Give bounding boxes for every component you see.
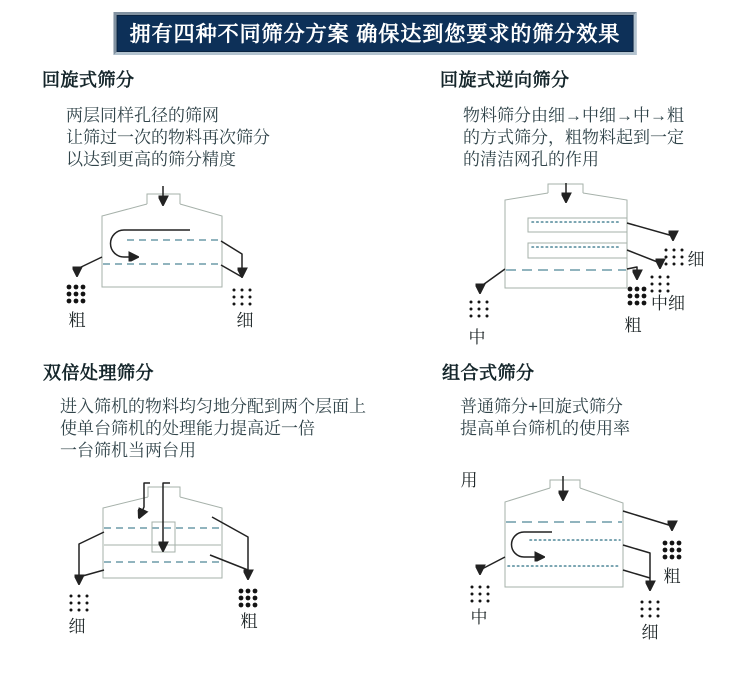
section-description: [463, 105, 740, 171]
section-double-capacity: [43, 359, 438, 462]
label-mid: 中: [470, 608, 488, 627]
dots-coarse-material: [67, 285, 86, 304]
feed-arrow-lower-deck: [163, 483, 170, 551]
section-description: [60, 396, 438, 462]
description-line: 进入筛机的物料均匀地分配到两个层面上: [60, 397, 366, 416]
dots-mid-material: [471, 586, 490, 603]
dots-coarse-material: [239, 589, 258, 608]
diagram-rotary-reverse-sieving: [420, 183, 720, 349]
stray-character: 用: [460, 471, 478, 490]
diagram-combined-sieving: [420, 460, 730, 646]
label-mid: 中: [468, 328, 486, 347]
dots-mid-fine-material: [651, 276, 670, 293]
section-heading: 回旋式筛分: [42, 70, 135, 90]
label-fine: 细: [236, 311, 254, 330]
channel-middle: [528, 243, 627, 258]
dots-fine-material: [233, 289, 252, 306]
description-line: 提高单台筛机的使用率: [460, 419, 630, 438]
label-fine: 细: [687, 250, 705, 269]
outlet-arrow-coarse: [627, 267, 637, 279]
section-heading: 组合式筛分: [442, 363, 535, 383]
section-rotary: [42, 66, 372, 171]
outlet-arrow-fine: [627, 223, 673, 240]
description-line: 让筛过一次的物料再次筛分: [66, 128, 270, 147]
outlet-arrow-mid: [480, 269, 505, 293]
section-combined: [442, 359, 742, 440]
label-coarse: 粗: [68, 311, 86, 330]
outlet-arrow-coarse: [623, 511, 672, 530]
dots-fine-material: [70, 595, 89, 612]
section-heading: 回旋式逆向筛分: [440, 70, 570, 90]
label-fine: 细: [641, 623, 659, 642]
description-line: 普通筛分+回旋式筛分: [460, 397, 623, 416]
diagram-double-capacity-sieving: [40, 465, 300, 637]
dots-fine-material: [665, 249, 684, 266]
outlet-arrow-fine: [623, 545, 650, 590]
outlet-line-fine-2: [623, 570, 650, 578]
description-line: 两层同样孔径的筛网: [66, 106, 219, 125]
label-fine: 细: [68, 617, 86, 636]
title-banner: 拥有四种不同筛分方案 确保达到您要求的筛分效果: [114, 12, 637, 55]
dots-coarse-material: [663, 541, 682, 560]
label-coarse: 粗: [624, 316, 642, 335]
outlet-arrow-mid: [480, 557, 505, 574]
section-heading: 双倍处理筛分: [43, 363, 154, 383]
description-line: 物料筛分由细→中细→中→粗: [463, 106, 684, 125]
description-line: 的方式筛分，粗物料起到一定: [463, 128, 684, 147]
channel-upper: [528, 218, 627, 232]
dots-fine-material: [641, 601, 660, 618]
u-turn-flow-arrow: [512, 532, 553, 557]
label-mid-fine: 中细: [651, 294, 685, 313]
label-coarse: 粗: [240, 612, 258, 631]
machine-inlet: [550, 480, 580, 488]
outlet-line-fine-2: [79, 570, 104, 577]
machine-body: [505, 488, 623, 587]
u-turn-flow-arrow: [111, 230, 191, 257]
description-line: 的清洁网孔的作用: [463, 150, 599, 169]
section-rotary-reverse: [440, 66, 740, 171]
machine-inlet: [148, 487, 180, 497]
description-line: 使单台筛机的处理能力提高近一倍: [60, 419, 315, 438]
dots-mid-material: [470, 301, 489, 318]
outlet-arrow-mid-fine: [627, 250, 660, 268]
label-coarse: 粗: [663, 567, 681, 586]
section-description: [460, 396, 742, 440]
description-line: 以达到更高的筛分精度: [66, 150, 236, 169]
machine-body: [102, 204, 222, 287]
outlet-arrow-coarse: [77, 257, 102, 276]
section-description: [66, 105, 372, 171]
diagram-rotary-sieving: [40, 183, 300, 333]
outlet-line-fine-2: [221, 265, 242, 277]
outlet-arrow-coarse: [212, 517, 248, 579]
machine-body: [505, 193, 627, 288]
dots-coarse-material: [628, 287, 647, 306]
description-line: 一台筛机当两台用: [60, 441, 196, 460]
